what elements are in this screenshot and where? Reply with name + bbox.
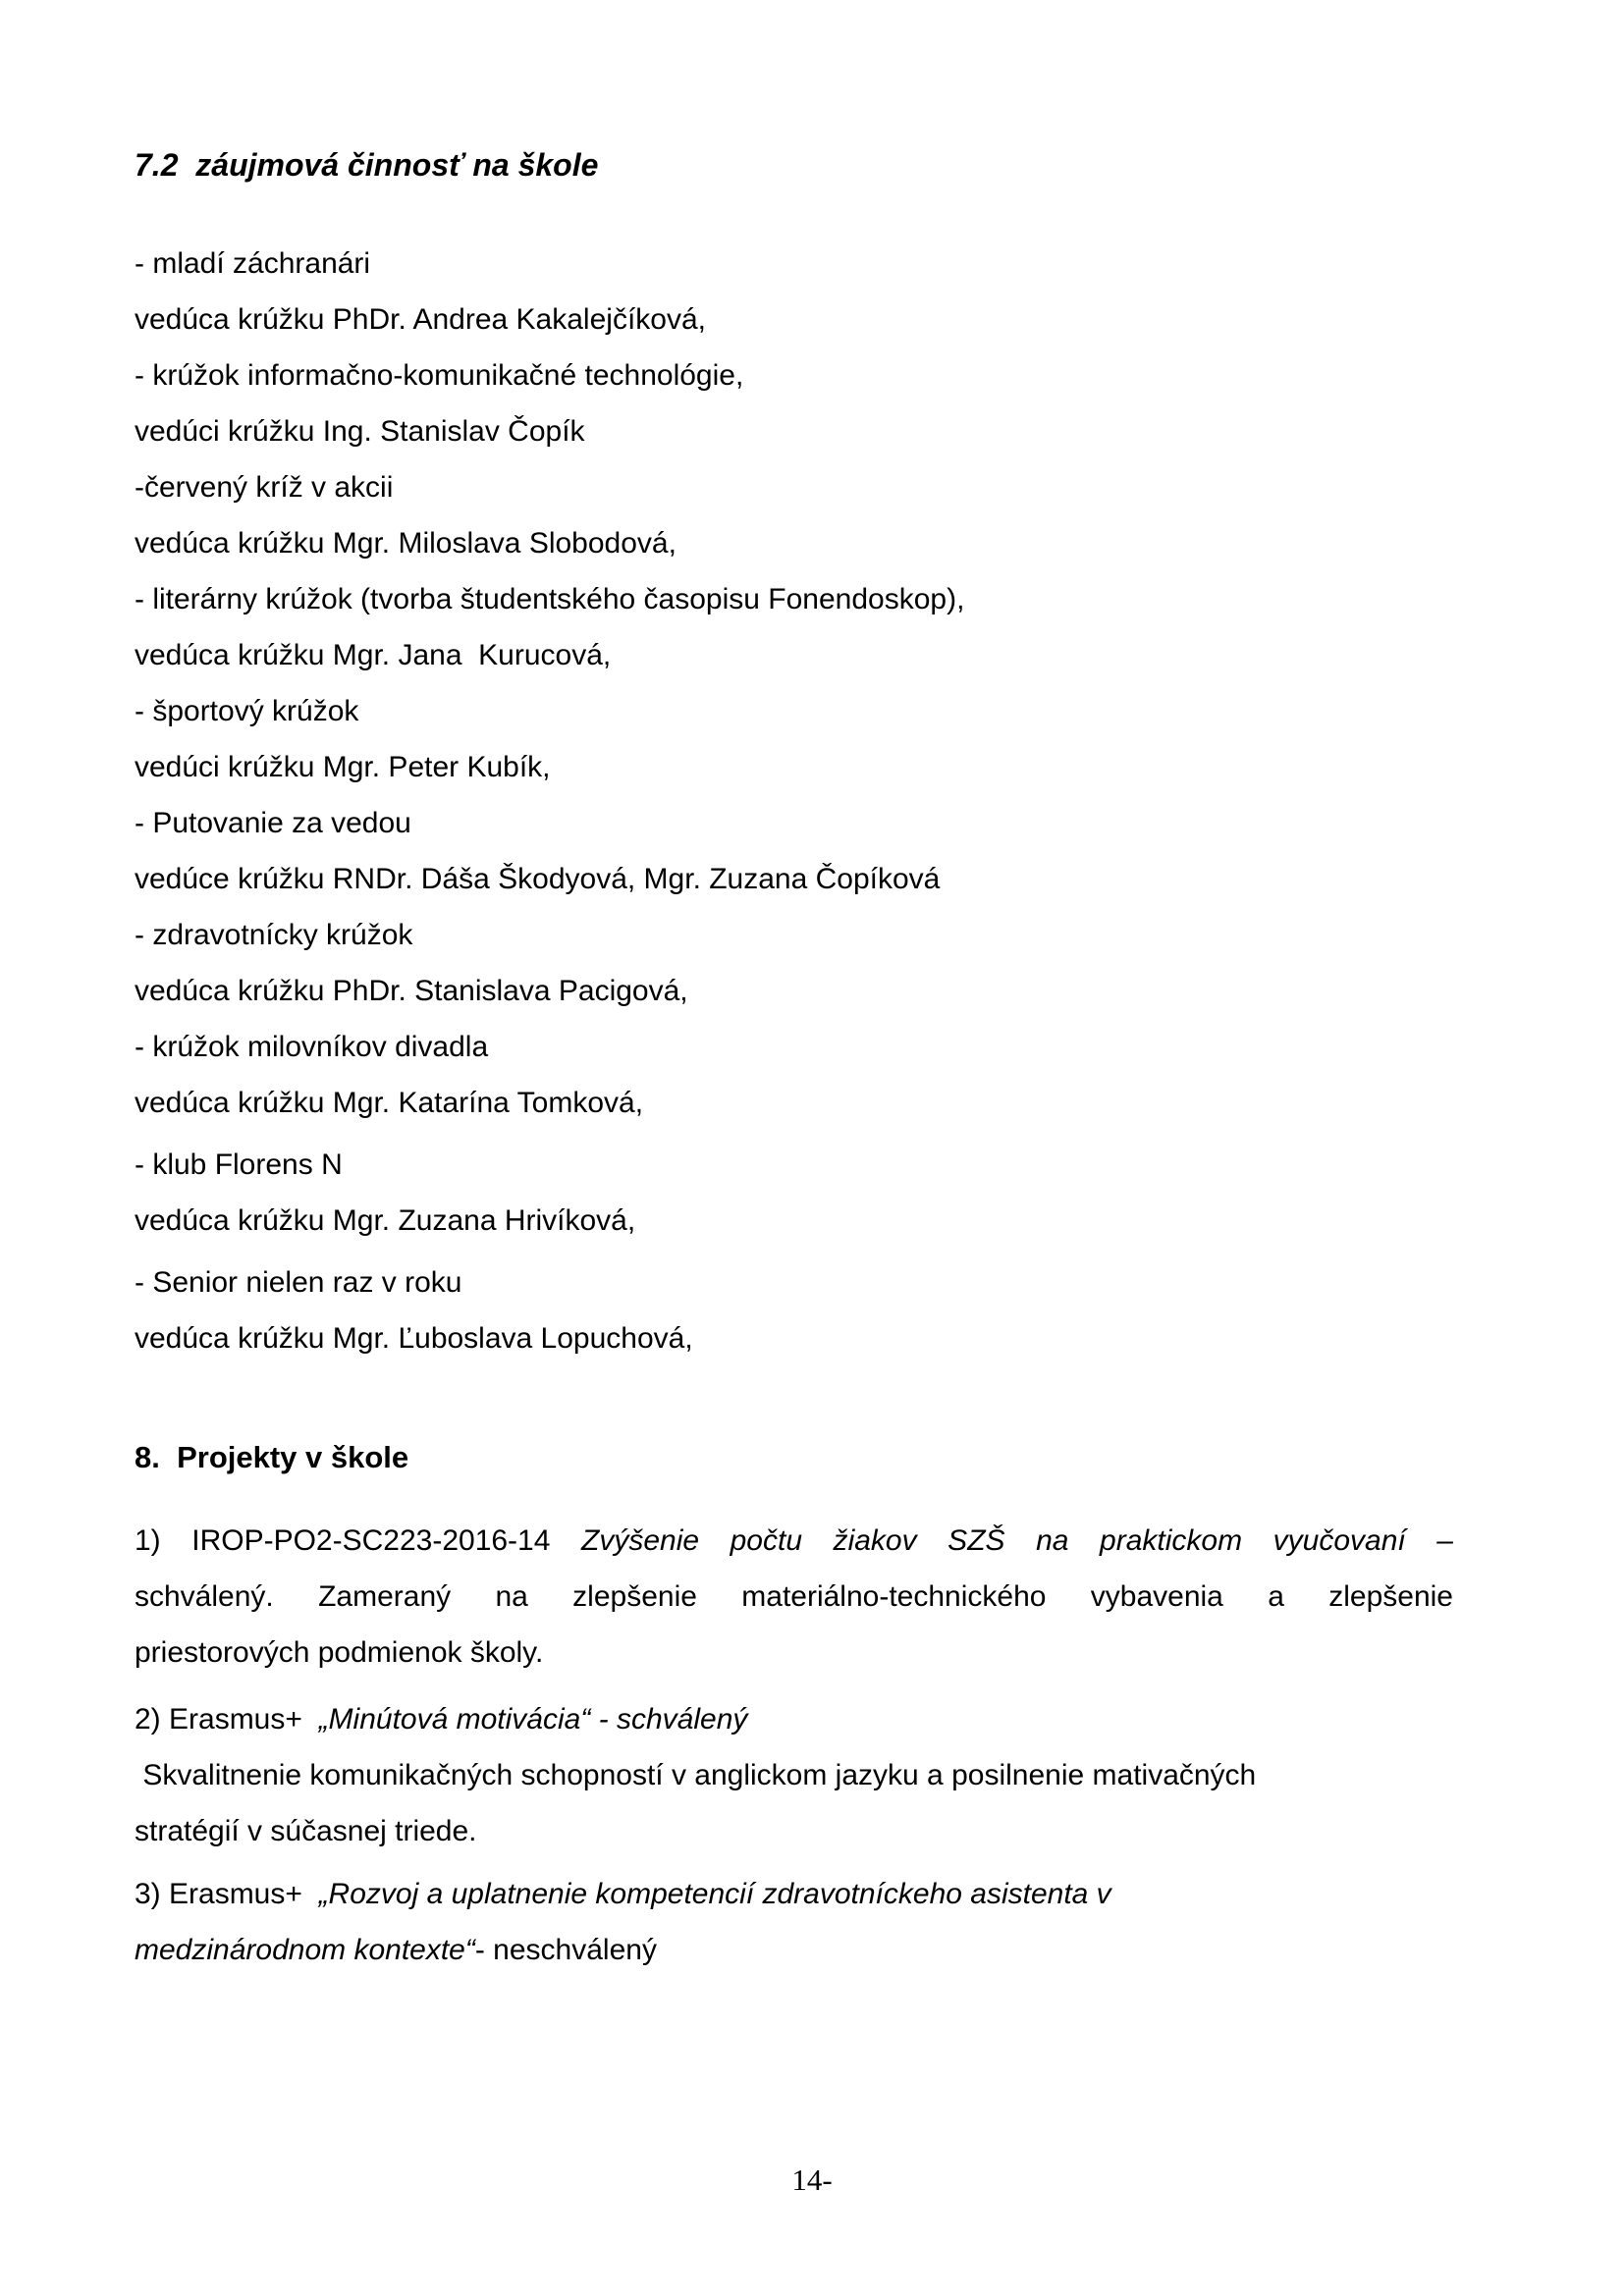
club-leader-line: vedúca krúžku PhDr. Stanislava Pacigová, xyxy=(135,975,688,1007)
project-1-id: 1) IROP-PO2-SC223-2016-14 xyxy=(135,1524,551,1557)
project-2-paragraph xyxy=(135,1691,1453,1859)
project-2-title: „Minútová motivácia“ - schválený xyxy=(318,1703,748,1735)
project-3-paragraph xyxy=(135,1866,1453,1978)
club-line: - krúžok milovníkov divadla xyxy=(135,1031,489,1063)
section-7-2-heading: 7.2 záujmová činnosť na škole xyxy=(135,147,599,183)
project-3-line-2 xyxy=(135,1922,1453,1978)
club-leader-line: vedúce krúžku RNDr. Dáša Škodyová, Mgr. Zuzana Čopíková xyxy=(135,863,941,895)
section-8-heading: 8. Projekty v škole xyxy=(135,1440,409,1474)
project-2-line-3: stratégií v súčasnej triede. xyxy=(135,1815,477,1847)
project-1-line-3: priestorových podmienok školy. xyxy=(135,1636,544,1669)
project-1-paragraph xyxy=(135,1513,1453,1681)
club-leader-line: vedúci krúžku Mgr. Peter Kubík, xyxy=(135,751,551,783)
club-leader-line: vedúca krúžku Mgr. Jana Kurucová, xyxy=(135,639,612,671)
club-leader-line: vedúca krúžku Mgr. Zuzana Hrivíková, xyxy=(135,1204,636,1237)
project-3-title: „Rozvoj a uplatnenie kompetencií zdravotníckeho asistenta v xyxy=(318,1878,1111,1910)
club-leader-line: vedúca krúžku PhDr. Andrea Kakalejčíková, xyxy=(135,303,706,336)
project-3-status: - neschválený xyxy=(474,1934,657,1966)
club-line: - Putovanie za vedou xyxy=(135,807,411,839)
project-3-line-1 xyxy=(135,1866,1453,1922)
project-3-title-cont: medzinárodnom kontexte“ xyxy=(135,1934,475,1966)
project-1-description: schválený. Zameraný na zlepšenie materiálno-technického vybavenia a zlepšenie xyxy=(135,1580,1453,1613)
project-2-id: 2) Erasmus+ xyxy=(135,1703,319,1735)
club-line: - klub Florens N xyxy=(135,1148,343,1181)
club-leader-line: vedúca krúžku Mgr. Ľuboslava Lopuchová, xyxy=(135,1322,693,1355)
clubs-list xyxy=(135,236,1453,1366)
club-line: - športový krúžok xyxy=(135,695,359,727)
club-line: - zdravotnícky krúžok xyxy=(135,919,413,951)
club-line: -červený kríž v akcii xyxy=(135,471,394,504)
page-number: 14- xyxy=(791,2163,833,2197)
club-line: - Senior nielen raz v roku xyxy=(135,1266,462,1299)
club-line: - mladí záchranári xyxy=(135,247,371,280)
club-leader-line: vedúci krúžku Ing. Stanislav Čopík xyxy=(135,415,585,448)
club-line: - literárny krúžok (tvorba študentského časopisu Fonendoskop), xyxy=(135,583,965,615)
project-1-title: Zvýšenie počtu žiakov SZŠ na praktickom vyučovaní – xyxy=(581,1524,1453,1557)
club-leader-line: vedúca krúžku Mgr. Miloslava Slobodová, xyxy=(135,527,677,560)
project-3-id: 3) Erasmus+ xyxy=(135,1878,319,1910)
club-line: - krúžok informačno-komunikačné technológie, xyxy=(135,359,744,392)
club-leader-line: vedúca krúžku Mgr. Katarína Tomková, xyxy=(135,1087,644,1119)
project-1-line-2 xyxy=(135,1569,1453,1625)
project-1-line-1 xyxy=(135,1513,1453,1569)
project-2-line-2: Skvalitnenie komunikačných schopností v anglickom jazyku a posilnenie mativačných xyxy=(135,1759,1257,1791)
project-2-line-1 xyxy=(135,1691,1453,1747)
